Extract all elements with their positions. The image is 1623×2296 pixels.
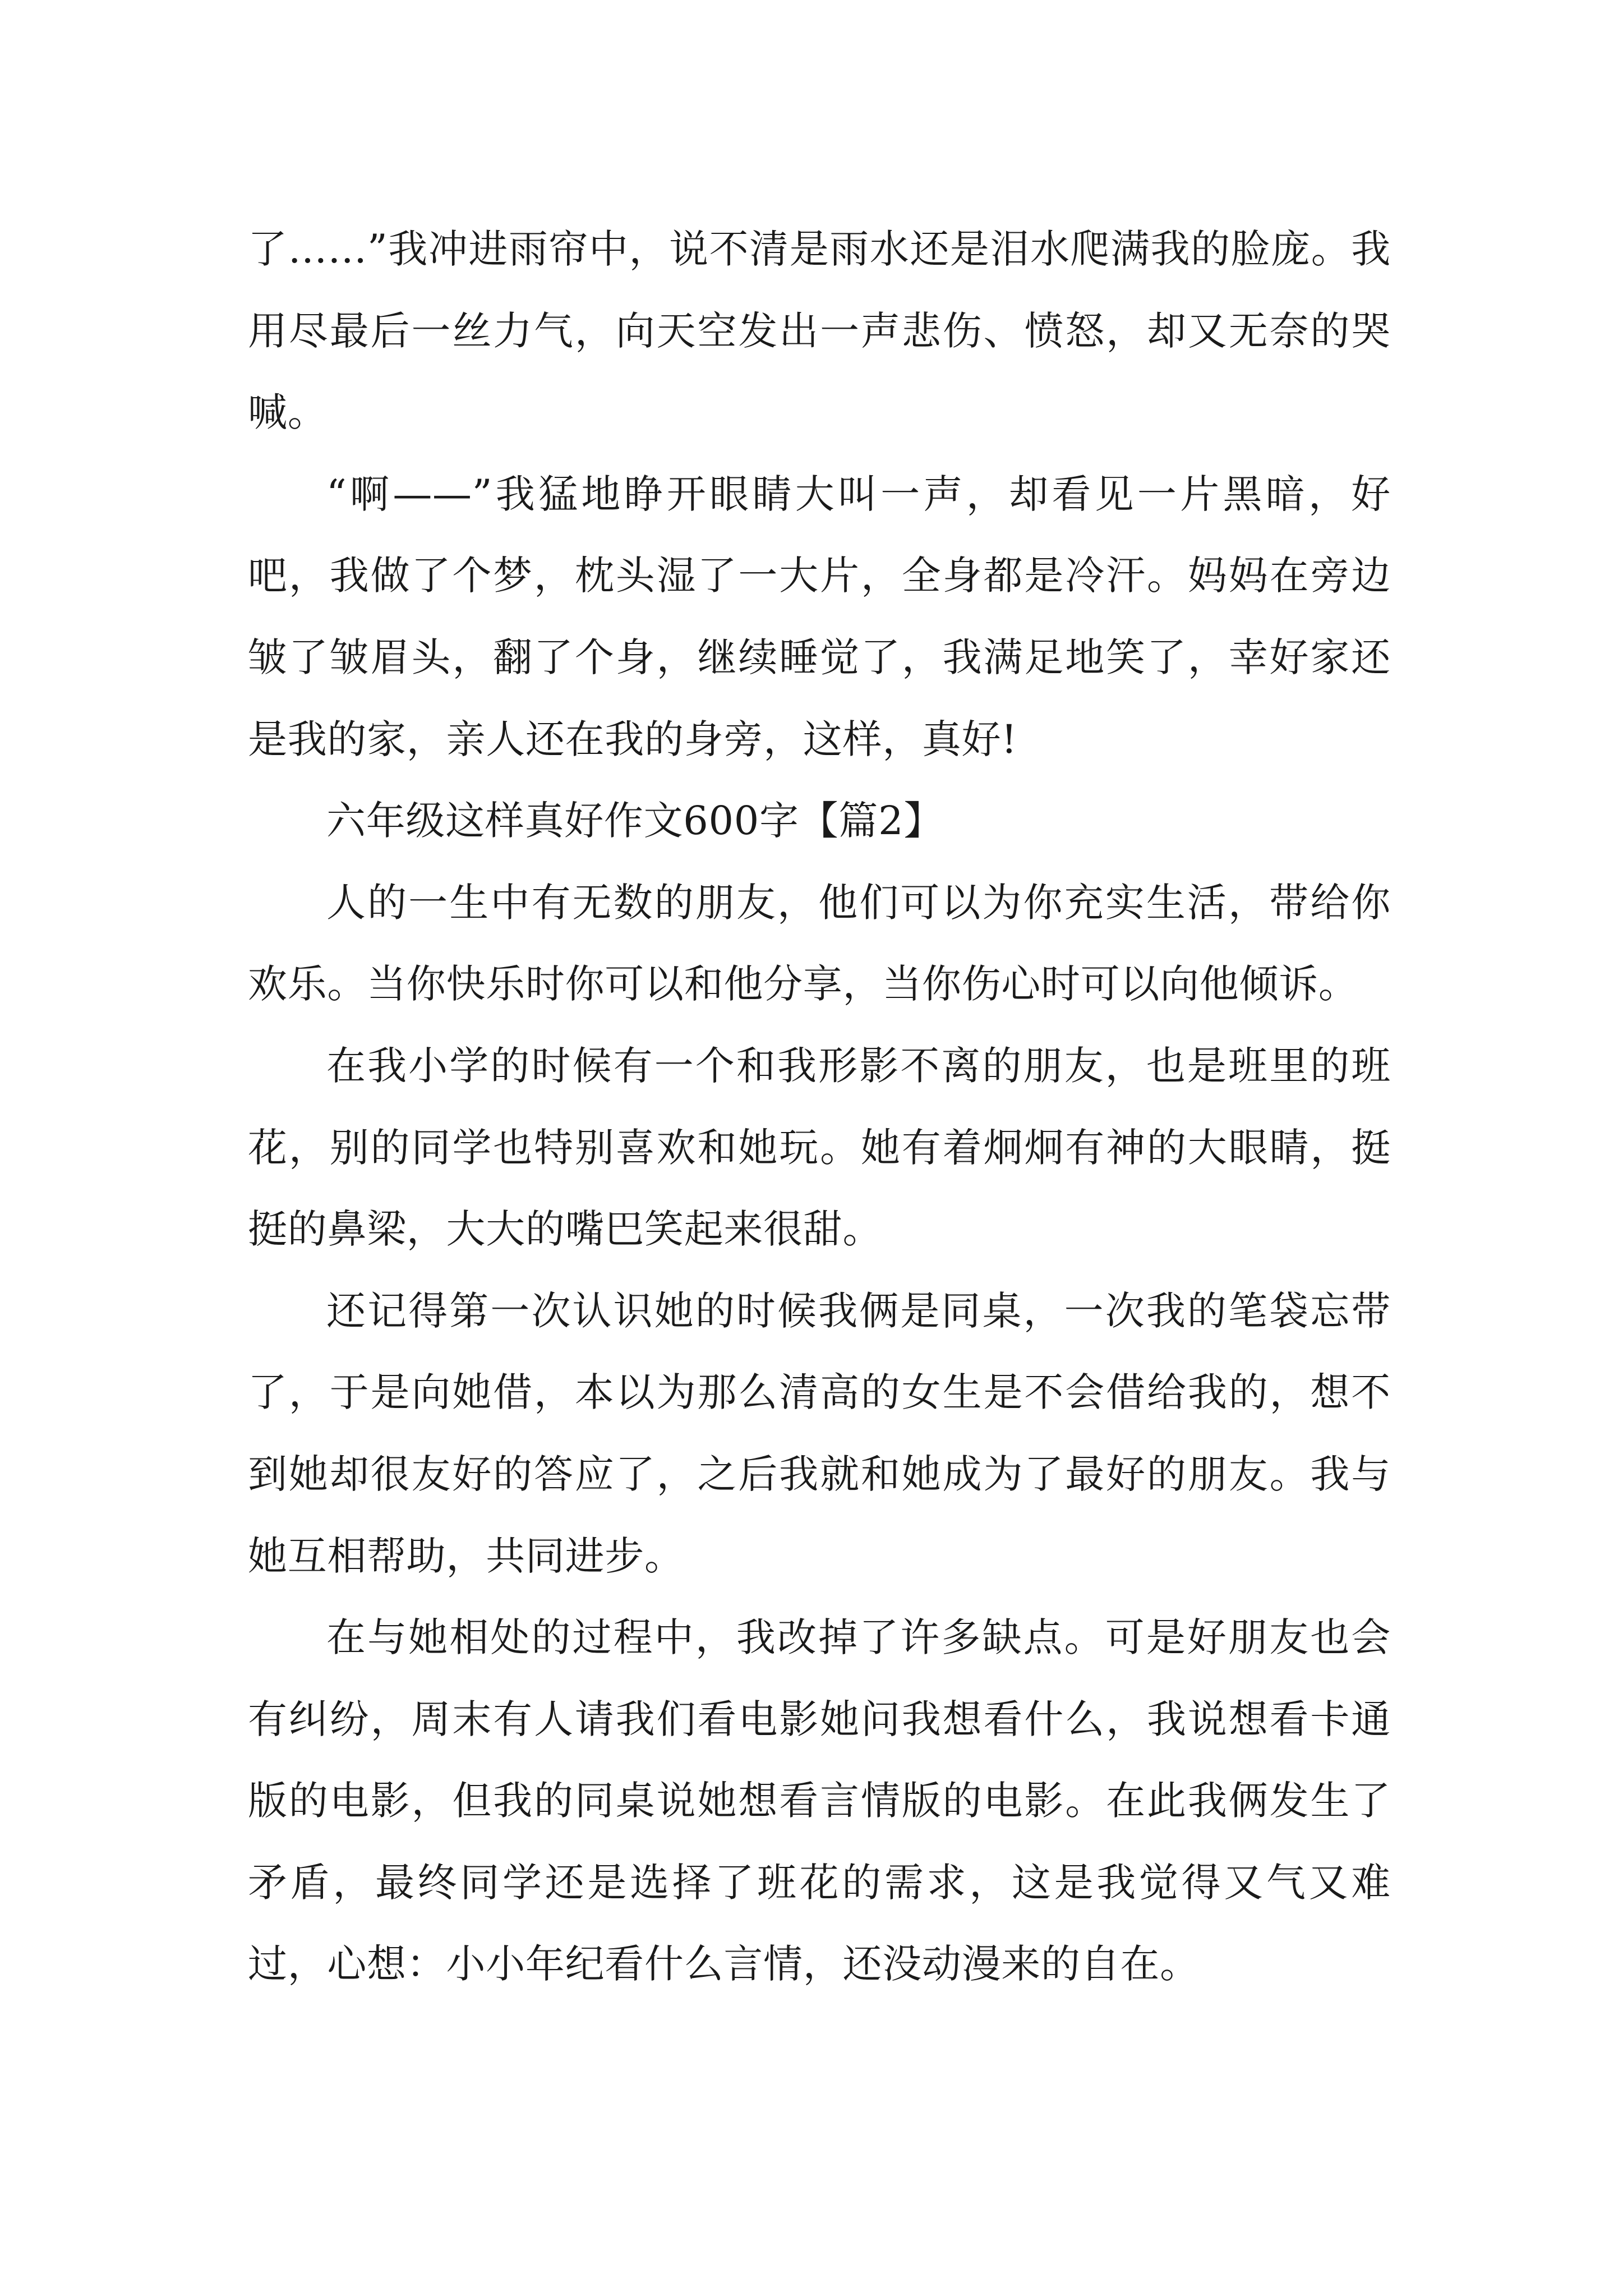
paragraph-4: 在我小学的时候有一个和我形影不离的朋友，也是班里的班花，别的同学也特别喜欢和她玩。她有着炯炯有神的大眼睛，挺挺的鼻梁，大大的嘴巴笑起来很甜。 (248, 1042, 1391, 1253)
paragraph-3: 人的一生中有无数的朋友，他们可以为你充实生活，带给你欢乐。当你快乐时你可以和他分享，当你伤心时可以向他倾诉。 (248, 879, 1391, 1007)
paragraph-2: “啊——”我猛地睁开眼睛大叫一声，却看见一片黑暗，好吧，我做了个梦，枕头湿了一大片，全身都是冷汗。妈妈在旁边皱了皱眉头，翻了个身，继续睡觉了，我满足地笑了，幸好家还是我的家，亲人还在我的身旁，这样，真好! (248, 471, 1391, 762)
section-heading: 六年级这样真好作文600字【篇2】 (326, 798, 944, 844)
paragraph-6: 在与她相处的过程中，我改掉了许多缺点。可是好朋友也会有纠纷，周末有人请我们看电影她问我想看什么，我说想看卡通版的电影，但我的同桌说她想看言情版的电影。在此我俩发生了矛盾，最终同学还是选择了班花的需求，这是我觉得又气又难过，心想：小小年纪看什么言情，还没动漫来的自在。 (248, 1614, 1391, 1987)
paragraph-5: 还记得第一次认识她的时候我俩是同桌，一次我的笔袋忘带了，于是向她借，本以为那么清高的女生是不会借给我的，想不到她却很友好的答应了，之后我就和她成为了最好的朋友。我与她互相帮助，共同进步。 (248, 1287, 1391, 1579)
essay-body (248, 209, 1391, 2005)
paragraph-1: 了……”我冲进雨帘中，说不清是雨水还是泪水爬满我的脸庞。我用尽最后一丝力气，向天空发出一声悲伤、愤怒，却又无奈的哭喊。 (248, 226, 1391, 436)
